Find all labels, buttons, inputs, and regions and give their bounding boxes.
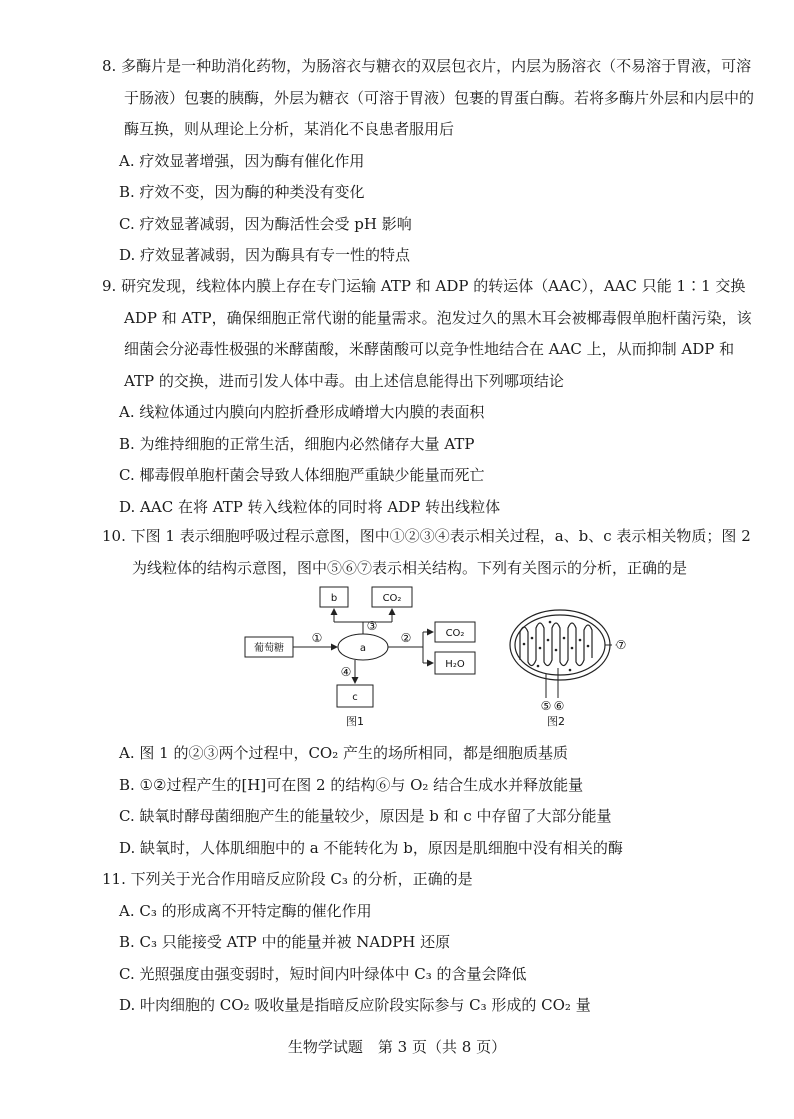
question-11-stem: 11. 下列关于光合作用暗反应阶段 C₃ 的分析，正确的是 [102, 870, 473, 888]
question-10-stem: 10. 下图 1 表示细胞呼吸过程示意图，图中①②③④表示相关过程，a、b、c 表示相关物质；图 2 为线粒体的结构示意图，图中⑤⑥⑦表示相关结构。下列有关图示的分析，正确的是 [102, 527, 751, 577]
question-9-option-a: A. 线粒体通过内膜向内腔折叠形成嵴增大内膜的表面积 [119, 403, 485, 421]
step-3-label: ③ [366, 619, 378, 633]
question-11 [102, 864, 762, 1022]
label-7: ⑦ [615, 638, 627, 652]
figure-svg [240, 582, 640, 732]
question-11-option-d: D. 叶肉细胞的 CO₂ 吸收量是指暗反应阶段实际参与 C₃ 形成的 CO₂ 量 [119, 996, 591, 1014]
question-9 [102, 271, 762, 523]
question-8-option-d: D. 疗效显著减弱，因为酶具有专一性的特点 [119, 246, 411, 264]
question-11-option-c: C. 光照强度由强变弱时，短时间内叶绿体中 C₃ 的含量会降低 [119, 964, 527, 983]
question-8-option-a: A. 疗效显著增强，因为酶有催化作用 [119, 151, 365, 170]
label-a: a [359, 643, 367, 654]
label-c: c [352, 692, 358, 703]
label-co2-right: CO₂ [445, 628, 465, 639]
question-9-option-d: D. AAC 在将 ATP 转入线粒体的同时将 ADP 转出线粒体 [119, 497, 501, 516]
respiration-figures [240, 582, 640, 732]
question-8-option-b: B. 疗效不变，因为酶的种类没有变化 [119, 183, 365, 201]
label-h2o: H₂O [445, 659, 465, 670]
step-2-label: ② [400, 631, 412, 645]
label-glucose: 葡萄糖 [254, 643, 284, 654]
label-co2-top: CO₂ [382, 593, 402, 604]
question-8 [102, 51, 762, 272]
question-9-stem: 9. 研究发现，线粒体内膜上存在专门运输 ATP 和 ADP 的转运体（AAC），AAC 只能 1∶1 交换 ADP 和 ATP，确保细胞正常代谢的能量需求。泡发过久的黑木耳会被椰毒假单胞杆菌污染，该细菌会分泌毒性极强的米酵菌酸，米酵菌酸可以竞争性地结合在 AAC 上，从而抑制 ADP 和 ATP 的交换，进而引发人体中毒。由上述信息能得出下列哪项结论 [102, 277, 752, 390]
question-11-option-a: A. C₃ 的形成离不开特定酶的催化作用 [119, 901, 372, 920]
question-10-option-c: C. 缺氧时酵母菌细胞产生的能量较少，原因是 b 和 c 中存留了大部分能量 [119, 807, 612, 825]
question-10-stem-block [102, 521, 762, 584]
page-footer: 生物学试题 第 3 页（共 8 页） [287, 1038, 507, 1056]
question-9-option-c: C. 椰毒假单胞杆菌会导致人体细胞严重缺少能量而死亡 [119, 466, 485, 484]
figure-1-caption: 图1 [346, 715, 364, 728]
question-10-option-a: A. 图 1 的②③两个过程中，CO₂ 产生的场所相同，都是细胞质基质 [119, 744, 569, 762]
figure-2-mitochondrion [510, 610, 610, 680]
label-6: ⑥ [553, 699, 565, 713]
figure-2-caption: 图2 [547, 715, 565, 728]
question-10-option-b: B. ①②过程产生的[H]可在图 2 的结构⑥与 O₂ 结合生成水并释放能量 [119, 775, 584, 794]
step-1-label: ① [311, 631, 323, 645]
label-b: b [330, 593, 338, 604]
question-11-option-b: B. C₃ 只能接受 ATP 中的能量并被 NADPH 还原 [119, 933, 451, 951]
question-10-options [102, 738, 762, 864]
step-4-label: ④ [340, 665, 352, 679]
question-8-option-c: C. 疗效显著减弱，因为酶活性会受 pH 影响 [119, 214, 412, 233]
question-9-option-b: B. 为维持细胞的正常生活，细胞内必然储存大量 ATP [119, 434, 475, 453]
label-5: ⑤ [540, 699, 552, 713]
question-10-option-d: D. 缺氧时，人体肌细胞中的 a 不能转化为 b，原因是肌细胞中没有相关的酶 [119, 838, 623, 857]
question-8-stem: 8. 多酶片是一种助消化药物，为肠溶衣与糖衣的双层包衣片，内层为肠溶衣（不易溶于胃液，可溶于肠液）包裹的胰酶，外层为糖衣（可溶于胃液）包裹的胃蛋白酶。若将多酶片外层和内层中的酶互换，则从理论上分析，某消化不良患者服用后 [102, 57, 755, 138]
cristae [520, 623, 592, 666]
